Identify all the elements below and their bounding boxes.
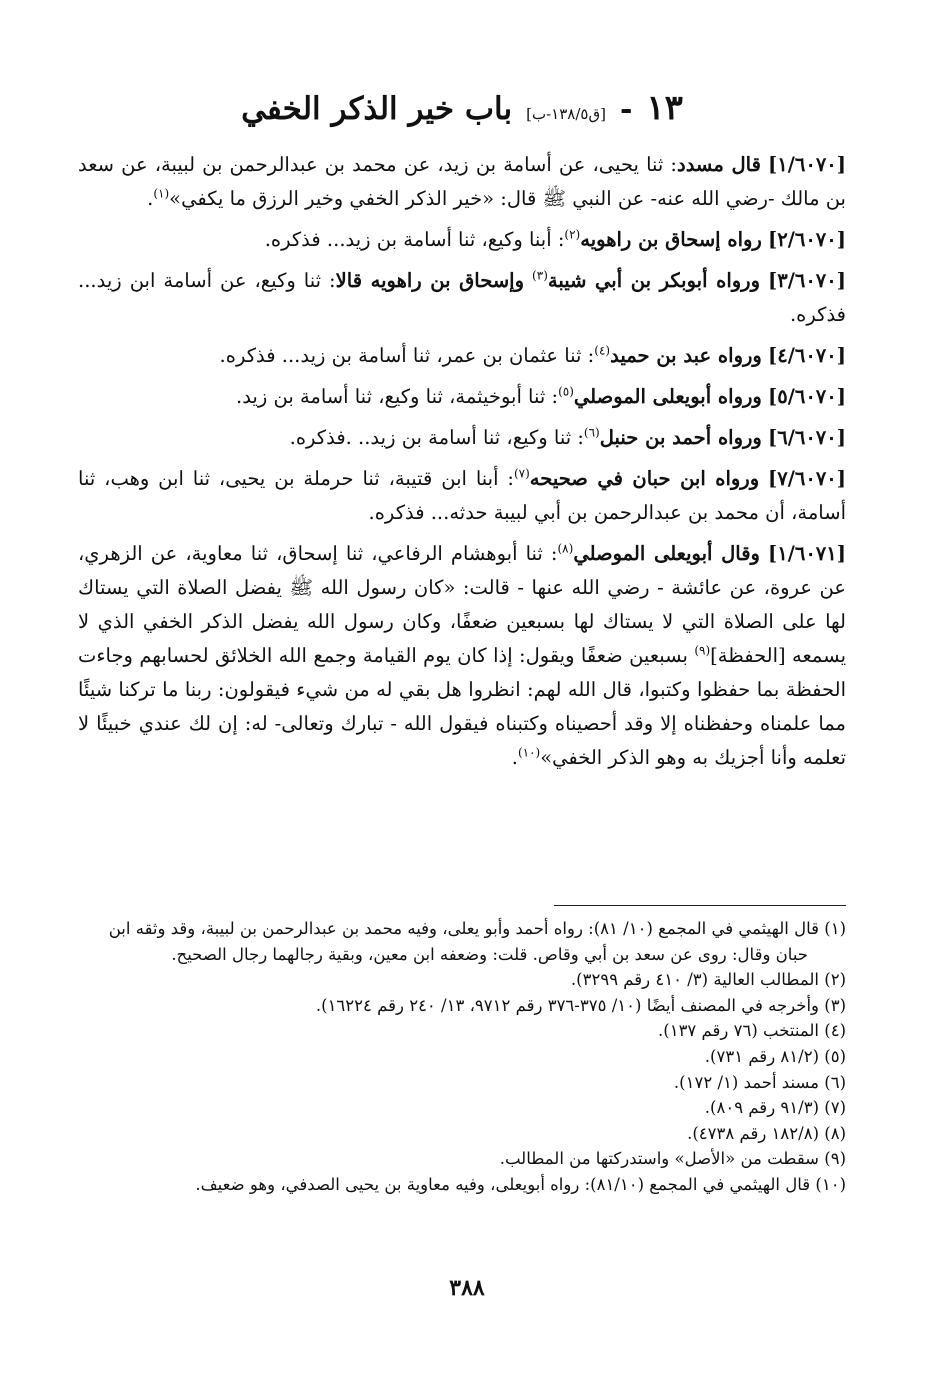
footnote: (٦) مسند أحمد (١/ ١٧٢). bbox=[673, 1072, 846, 1092]
footnote-marker[interactable]: (٩) bbox=[694, 643, 711, 658]
hadith-entry bbox=[78, 339, 846, 373]
footnote-marker[interactable]: (٦) bbox=[583, 425, 600, 440]
footnote-divider bbox=[554, 905, 846, 906]
hadith-entry bbox=[78, 462, 846, 530]
entry-number: [٢/٦٠٧٠] bbox=[768, 228, 846, 251]
manuscript-reference: [ق١٣٨/٥-ب] bbox=[526, 105, 606, 123]
footnote-marker[interactable]: (٧) bbox=[513, 466, 530, 481]
entry-number: [٣/٦٠٧٠] bbox=[768, 269, 846, 292]
footnote: (٨) (١٨٢/٨ رقم ٤٧٣٨). bbox=[687, 1123, 846, 1143]
footnote: (٥) (٨١/٢ رقم ٧٣١). bbox=[704, 1046, 846, 1066]
entry-lead: ورواه ابن حبان في صحيحه bbox=[529, 467, 760, 490]
chapter-number: ١٣ bbox=[646, 88, 683, 128]
entry-number: [٦/٦٠٧٠] bbox=[768, 426, 846, 449]
footnote-marker[interactable]: (٥) bbox=[558, 384, 574, 399]
hadith-entry bbox=[78, 421, 846, 455]
entry-lead: ورواه عبد بن حميد bbox=[610, 344, 762, 367]
footnote: (٢) المطالب العالية (٣/ ٤١٠ رقم ٣٢٩٩). bbox=[570, 970, 846, 990]
entry-lead: ورواه أبويعلى الموصلي bbox=[573, 385, 762, 408]
entry-text: : ثنا عثمان بن عمر، ثنا أسامة بن زيد... فذكره. bbox=[219, 344, 595, 367]
entry-text: : ثنا يحيى، عن أسامة بن زيد، عن محمد بن عبدالرحمن بن لبيبة، عن سعد بن مالك -رضي الله عنه- عن النبي ﷺ قال: «خير الذكر الخفي وخير الرزق ما يكفي» bbox=[78, 153, 846, 210]
footnote-continuation: حبان وقال: روى عن سعد بن أبي وقاص. قلت: وضعفه ابن معين، وبقية رجالهما رجال الصحيح. bbox=[171, 944, 808, 964]
entry-number: [٥/٦٠٧٠] bbox=[768, 385, 846, 408]
chapter-header bbox=[78, 88, 846, 128]
footnote-marker[interactable]: (٢) bbox=[564, 227, 581, 242]
entry-lead: ورواه أبوبكر بن أبي شيبة bbox=[547, 269, 760, 292]
entry-number: [١/٦٠٧٠] bbox=[768, 153, 847, 176]
footnote-marker[interactable]: (٤) bbox=[594, 343, 611, 358]
hadith-entry bbox=[78, 380, 846, 414]
page-number: ٣٨٨ bbox=[449, 1275, 485, 1301]
footnote-marker[interactable]: (١) bbox=[153, 186, 170, 201]
chapter-title: باب خير الذكر الخفي bbox=[241, 91, 513, 127]
footnotes bbox=[78, 916, 846, 1198]
entry-lead: وقال أبويعلى الموصلي bbox=[573, 542, 760, 565]
footnote: (١٠) قال الهيثمي في المجمع (٨١/١٠): رواه أبويعلى، وفيه معاوية بن يحيى الصدفي، وهو ضعيف. bbox=[195, 1174, 846, 1194]
footnote-marker[interactable]: (١٠) bbox=[517, 745, 541, 760]
entry-text: : أبنا وكيع، ثنا أسامة بن زيد... فذكره. bbox=[264, 228, 565, 251]
footnote: (٧) (٩١/٣ رقم ٨٠٩). bbox=[704, 1098, 846, 1118]
entry-text: : ثنا أبوخيثمة، ثنا وكيع، ثنا أسامة بن زيد. bbox=[236, 385, 559, 408]
entry-lead: رواه إسحاق بن راهويه bbox=[580, 228, 762, 251]
footnote-marker[interactable]: (٣) bbox=[532, 268, 548, 283]
footnote: (٩) سقطت من «الأصل» واستدركتها من المطالب. bbox=[499, 1149, 846, 1169]
footnote-marker[interactable]: (٨) bbox=[557, 541, 574, 556]
entry-text: : ثنا أبوهشام الرفاعي، ثنا إسحاق، ثنا معاوية، عن الزهري، عن عروة، عن عائشة - رضي الله عنها - قالت: «كان رسول الله ﷺ يفضل الصلاة التي يستاك لها على الصلاة التي لا يستاك لها بسبعين ضعفًا، وكان رسول الله يفضل الذكر الخفي الذي لا يسمعه [الحفظة] bbox=[78, 542, 847, 667]
entry-text-continued: بسبعين ضعفًا ويقول: إذا كان يوم القيامة وجمع الله الخلائق لحسابهم وجاءت الحفظة بما حفظوا وكتبوا، قال الله لهم: انظروا هل بقي له من شيء فيقولون: ربنا ما تركنا شيئًا مما علمناه وحفظناه إلا وقد أحصيناه وكتبناه فيقول الله - تبارك وتعالى- له: إن لك عندي خبيئًا لا تعلمه وأنا أجزيك به وهو الذكر الخفي» bbox=[78, 644, 846, 769]
main-text bbox=[78, 148, 846, 782]
entry-lead: ورواه أحمد بن حنبل bbox=[599, 426, 762, 449]
entry-number: [٤/٦٠٧٠] bbox=[768, 344, 846, 367]
entry-number: [٧/٦٠٧٠] bbox=[768, 467, 847, 490]
entry-tail: . bbox=[511, 746, 518, 769]
entry-lead: قال مسدد bbox=[677, 153, 761, 176]
hadith-entry bbox=[78, 223, 846, 257]
footnote: (٤) المنتخب (٧٦ رقم ١٣٧). bbox=[658, 1021, 846, 1041]
entry-text: : أبنا ابن قتيبة، ثنا حرملة بن يحيى، ثنا ابن وهب، ثنا أسامة، أن محمد بن عبدالرحمن بن أبي لبيبة حدثه... فذكره. bbox=[78, 467, 846, 524]
entry-text: : ثنا وكيع، عن أسامة ابن زيد... فذكره. bbox=[78, 269, 846, 326]
footnote: (٣) وأخرجه في المصنف أيضًا (١٠/ ٣٧٥-٣٧٦ رقم ٩٧١٢، ١٣/ ٢٤٠ رقم ١٦٢٢٤). bbox=[315, 995, 846, 1015]
entry-tail: . bbox=[147, 187, 154, 210]
hadith-entry bbox=[78, 264, 846, 332]
entry-lead-second: وإسحاق بن راهويه قالا bbox=[335, 269, 525, 292]
chapter-dash: - bbox=[619, 92, 633, 127]
footnote: (١) قال الهيثمي في المجمع (١٠/ ٨١): رواه أحمد وأبو يعلى، وفيه محمد بن عبدالرحمن بن لبيبة، وقد وثقه ابن bbox=[108, 919, 846, 938]
hadith-entry bbox=[78, 148, 846, 216]
entry-number: [١/٦٠٧١] bbox=[768, 542, 846, 565]
entry-text: : ثنا وكيع، ثنا أسامة بن زيد.. .فذكره. bbox=[289, 426, 584, 449]
hadith-entry bbox=[78, 537, 846, 775]
